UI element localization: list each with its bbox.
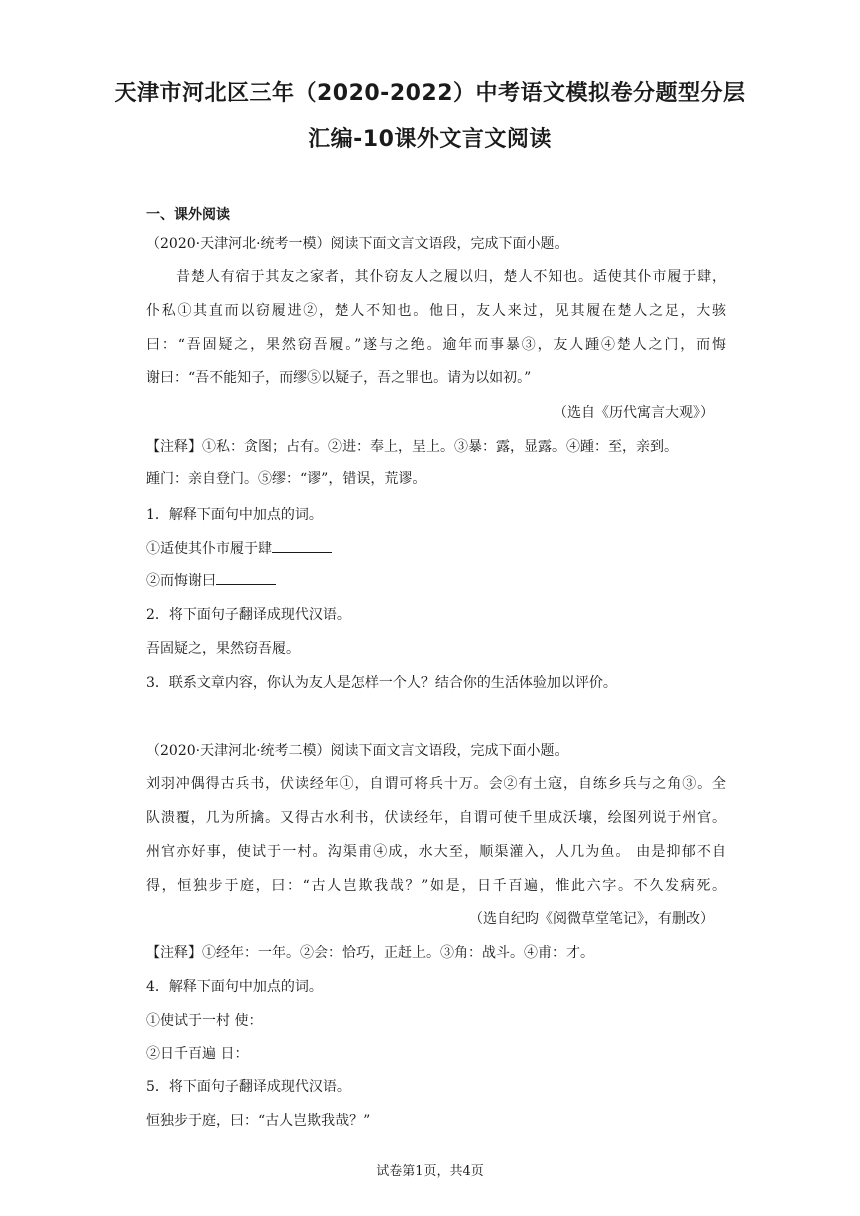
passage1-notes: 【注释】①私：贪图；占有。②进：奉上，呈上。③暴：露，显露。④踵：至，亲到。	[146, 439, 678, 455]
passage1-source: （选自《历代寓言大观》）	[553, 405, 714, 421]
page-title-line1: 天津市河北区三年（2020-2022）中考语文模拟卷分题型分层	[114, 81, 746, 106]
question-5: 5．将下面句子翻译成现代汉语。	[146, 1079, 351, 1095]
question-1b-text: ②而悔谢曰	[146, 573, 216, 589]
question-3: 3．联系文章内容，你认为友人是怎样一个人？结合你的生活体验加以评价。	[146, 675, 617, 691]
question-2: 2．将下面句子翻译成现代汉语。	[146, 607, 351, 623]
passage1-intro: （2020·天津河北·统考一模）阅读下面文言文语段，完成下面小题。	[146, 236, 569, 252]
passage1-line: 谢曰：“吾不能知子，而缪⑤以疑子，吾之罪也。请为以如初。”	[146, 370, 532, 386]
answer-blank[interactable]	[216, 570, 276, 585]
question-1a-text: ①适使其仆市履于肆	[146, 541, 272, 557]
passage2-notes: 【注释】①经年：一年。②会：恰巧，正赶上。③角：战斗。④甫：才。	[146, 945, 594, 961]
question-4a: ①使试于一村 使：	[146, 1013, 263, 1029]
passage2-intro: （2020·天津河北·统考二模）阅读下面文言文语段，完成下面小题。	[146, 743, 569, 759]
passage2-line: 刘羽冲偶得古兵书，伏读经年①，自谓可将兵十万。会②有土寇，自练乡兵与之角③。全	[146, 776, 726, 792]
question-4: 4．解释下面句中加点的词。	[146, 979, 323, 995]
passage2-line: 得，恒独步于庭，曰：“古人岂欺我哉？”如是，日千百遍，惟此六字。不久发病死。	[146, 878, 726, 894]
passage1-notes: 踵门：亲自登门。⑤缪：“谬”，错误，荒谬。	[146, 471, 427, 487]
passage1-line: 仆私①其直而以窃履进②，楚人不知也。他日，友人来过，见其履在楚人之足，大骇	[146, 303, 726, 319]
page-title-line2: 汇编-10课外文言文阅读	[308, 127, 552, 152]
question-1a	[146, 538, 746, 558]
question-1: 1．解释下面句中加点的词。	[146, 507, 323, 523]
question-2-sentence: 吾固疑之，果然窃吾履。	[146, 641, 300, 657]
section-heading: 一、课外阅读	[146, 207, 230, 223]
passage1-line: 曰：“吾固疑之，果然窃吾履。”遂与之绝。逾年而事暴③，友人踵④楚人之门，而悔	[146, 337, 726, 353]
page-footer: 试卷第1页，共4页	[376, 1164, 484, 1179]
passage2-line: 队溃覆，几为所擒。又得古水利书，伏读经年，自谓可使千里成沃壤，绘图列说于州官。	[146, 810, 726, 826]
question-5-sentence: 恒独步于庭，曰：“古人岂欺我哉？”	[146, 1113, 371, 1129]
passage2-source: （选自纪昀《阅微草堂笔记》，有删改）	[469, 911, 714, 927]
question-1b	[146, 570, 746, 590]
question-4b: ②日千百遍 日：	[146, 1046, 249, 1062]
answer-blank[interactable]	[272, 538, 332, 553]
passage2-line: 州官亦好事，使试于一村。沟渠甫④成，水大至，顺渠灌入，人几为鱼。 由是抑郁不自	[146, 844, 726, 860]
passage1-line: 昔楚人有宿于其友之家者，其仆窃友人之履以归，楚人不知也。适使其仆市履于肆，	[176, 269, 726, 285]
